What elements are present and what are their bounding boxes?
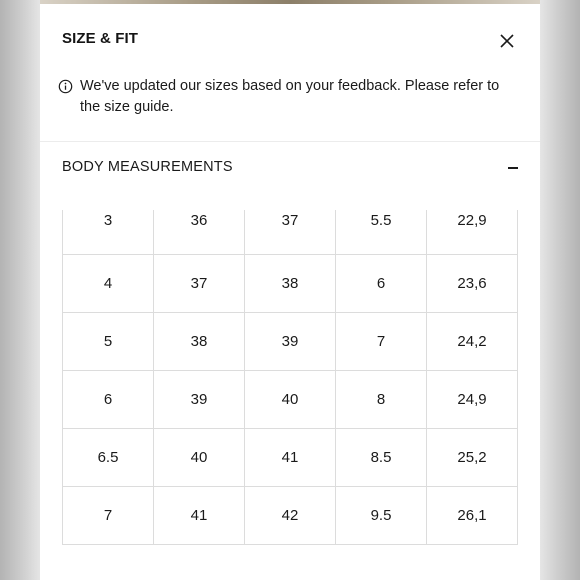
minus-icon <box>508 167 518 169</box>
table-cell: 5.5 <box>336 210 427 255</box>
table-cell: 40 <box>154 429 245 487</box>
table-cell: 41 <box>245 429 336 487</box>
table-cell: 6 <box>63 371 154 429</box>
section-divider <box>40 141 540 142</box>
table-cell: 42 <box>245 487 336 545</box>
table-cell: 7 <box>336 313 427 371</box>
size-update-notice <box>58 76 522 118</box>
table-cell: 37 <box>245 210 336 255</box>
table-cell: 9.5 <box>336 487 427 545</box>
table-cell: 8.5 <box>336 429 427 487</box>
modal-title: SIZE & FIT <box>62 30 138 47</box>
table-row <box>63 210 518 255</box>
table-cell: 40 <box>245 371 336 429</box>
table-cell: 23,6 <box>427 255 518 313</box>
table-cell: 7 <box>63 487 154 545</box>
table-cell: 39 <box>245 313 336 371</box>
table-cell: 24,9 <box>427 371 518 429</box>
table-cell: 39 <box>154 371 245 429</box>
table-row <box>63 429 518 487</box>
table-cell: 5 <box>63 313 154 371</box>
notice-text: We've updated our sizes based on your feedback. Please refer to the size guide. <box>80 78 500 115</box>
table-cell: 6 <box>336 255 427 313</box>
table-cell: 25,2 <box>427 429 518 487</box>
table-row <box>63 487 518 545</box>
table-cell: 22,9 <box>427 210 518 255</box>
body-measurements-toggle[interactable] <box>62 157 518 181</box>
close-icon <box>496 30 518 52</box>
table-cell: 38 <box>154 313 245 371</box>
table-cell: 3 <box>63 210 154 255</box>
section-title: BODY MEASUREMENTS <box>62 159 233 175</box>
modal-header <box>62 26 518 56</box>
table-cell: 38 <box>245 255 336 313</box>
table-cell: 36 <box>154 210 245 255</box>
close-button[interactable] <box>496 30 518 52</box>
size-table <box>62 210 518 545</box>
info-icon <box>58 79 73 94</box>
table-cell: 37 <box>154 255 245 313</box>
table-cell: 6.5 <box>63 429 154 487</box>
table-row <box>63 255 518 313</box>
size-fit-modal <box>40 4 540 580</box>
table-row <box>63 371 518 429</box>
table-cell: 41 <box>154 487 245 545</box>
table-cell: 26,1 <box>427 487 518 545</box>
table-cell: 4 <box>63 255 154 313</box>
table-row <box>63 313 518 371</box>
table-cell: 8 <box>336 371 427 429</box>
table-cell: 24,2 <box>427 313 518 371</box>
